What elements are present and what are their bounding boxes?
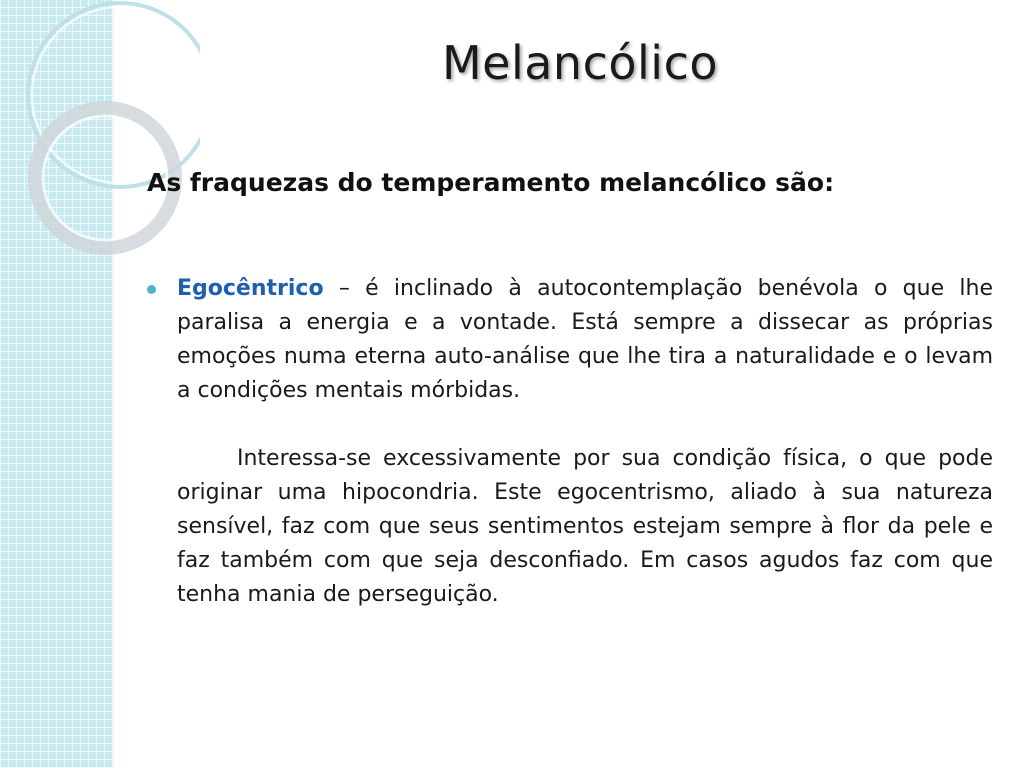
slide-content — [177, 272, 993, 612]
bullet-text: – é inclinado à autocontemplação benévola o que lhe paralisa a energia e a vontade. Está sempre a dissecar as próprias emoções numa eterna auto-análise que lhe tira a naturalidade e o levam a condições mentais mórbidas. — [177, 276, 993, 403]
slide-subtitle: As fraquezas do temperamento melancólico são: — [147, 168, 835, 197]
bullet-item — [177, 272, 993, 408]
body-paragraph: Interessa-se excessivamente por sua condição física, o que pode originar uma hipocondria. Este egocentrismo, aliado à sua natureza sensível, faz com que seus sentimentos estejam sempre à flor da pele e faz também com que seja desconfiado. Em casos agudos faz com que tenha mania de perseguição. — [177, 446, 993, 607]
bullet-dot-icon — [147, 285, 156, 294]
bullet-keyword: Egocêntrico — [177, 276, 324, 301]
decorative-circles-icon — [0, 0, 200, 300]
page-title: Melancólico — [441, 36, 719, 90]
